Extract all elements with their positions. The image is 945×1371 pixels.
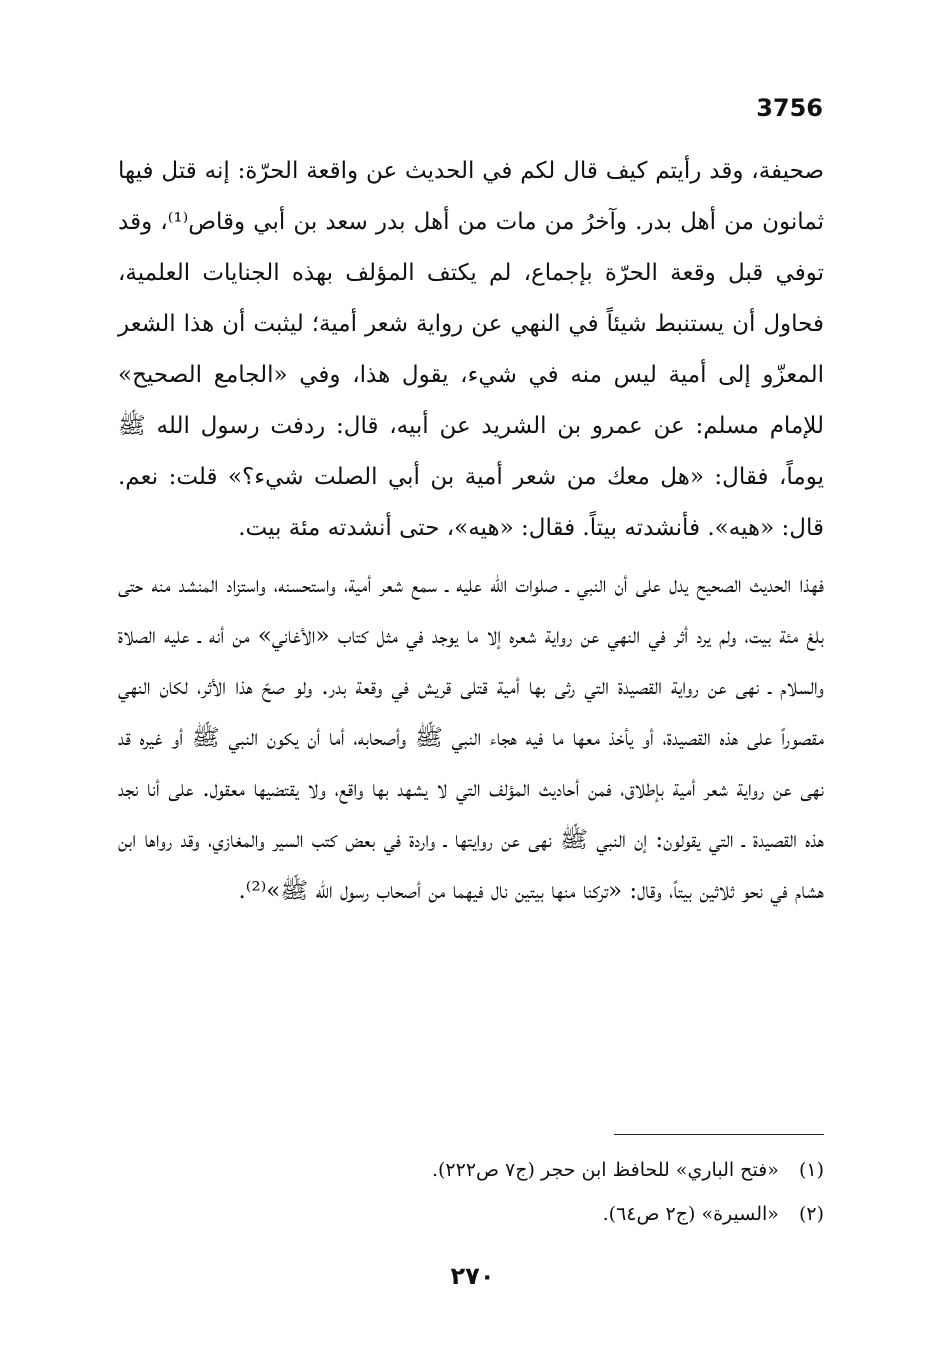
footnote-number: (٢)	[798, 1203, 824, 1225]
header-number: 3756	[756, 94, 823, 122]
paragraph-2: فهذا الحديث الصحيح يدل على أن النبي ـ صلوات الله عليه ـ سمع شعر أمية، واستحسنه، واستزاد المنشد منه حتى بلغ مئة بيت، ولم يرد أثر في النهي عن رواية شعره إلا ما يوجد في مثل كتاب «الأغاني» من أنه ـ عليه الصلاة والسلام ـ نهى عن رواية القصيدة التي رثى بها أمية قتلى قريش في وقعة بدر. ولو صحّ هذا الأثر، لكان النهي مقصوراً على هذه القصيدة، أو يأخذ معها ما فيه هجاء النبي ﷺ وأصحابه، أما أن يكون النبي ﷺ أو غيره قد نهى عن رواية شعر أمية بإطلاق، فمن أحاديث المؤلف التي لا يشهد بها واقع، ولا يقتضيها معقول. على أنا نجد هذه القصيدة ـ التي يقولون: إن النبي ﷺ نهى عن روايتها ـ واردة في بعض كتب السير والمغازي، وقد رواها ابن هشام في نحو ثلاثين بيتاً، وقال: «تركنا منها بيتين نال فيهما من أصحاب رسول الله ﷺ»⁽²⁾.	[118, 572, 824, 904]
footnote-number: (١)	[798, 1159, 824, 1181]
footnote-divider	[614, 1134, 824, 1135]
footnote-1	[124, 1148, 824, 1192]
footnote-2	[124, 1192, 824, 1236]
footnotes	[124, 1148, 824, 1236]
main-text	[118, 146, 824, 917]
page-number: ٢٧٠	[450, 1262, 495, 1290]
paragraph-1: صحيفة، وقد رأيتم كيف قال لكم في الحديث عن واقعة الحرّة: إنه قتل فيها ثمانون من أهل بدر. وآخرُ من مات من أهل بدر سعد بن أبي وقاص⁽¹⁾، وقد توفي قبل وقعة الحرّة بإجماع، لم يكتف المؤلف بهذه الجنايات العلمية، فحاول أن يستنبط شيئاً في النهي عن رواية شعر أمية؛ ليثبت أن هذا الشعر المعزّو إلى أمية ليس منه في شيء، يقول هذا، وفي «الجامع الصحيح» للإمام مسلم: عن عمرو بن الشريد عن أبيه، قال: ردفت رسول الله ﷺ يوماً، فقال: «هل معك من شعر أمية بن أبي الصلت شيء؟» قلت: نعم. قال: «هيه». فأنشدته بيتاً. فقال: «هيه»، حتى أنشدته مئة بيت.	[118, 158, 824, 541]
footnote-text: «فتح الباري» للحافظ ابن حجر (ج٧ ص٢٢٢).	[431, 1159, 779, 1181]
footnote-text: «السيرة» (ج٢ ص٦٤).	[602, 1203, 779, 1225]
